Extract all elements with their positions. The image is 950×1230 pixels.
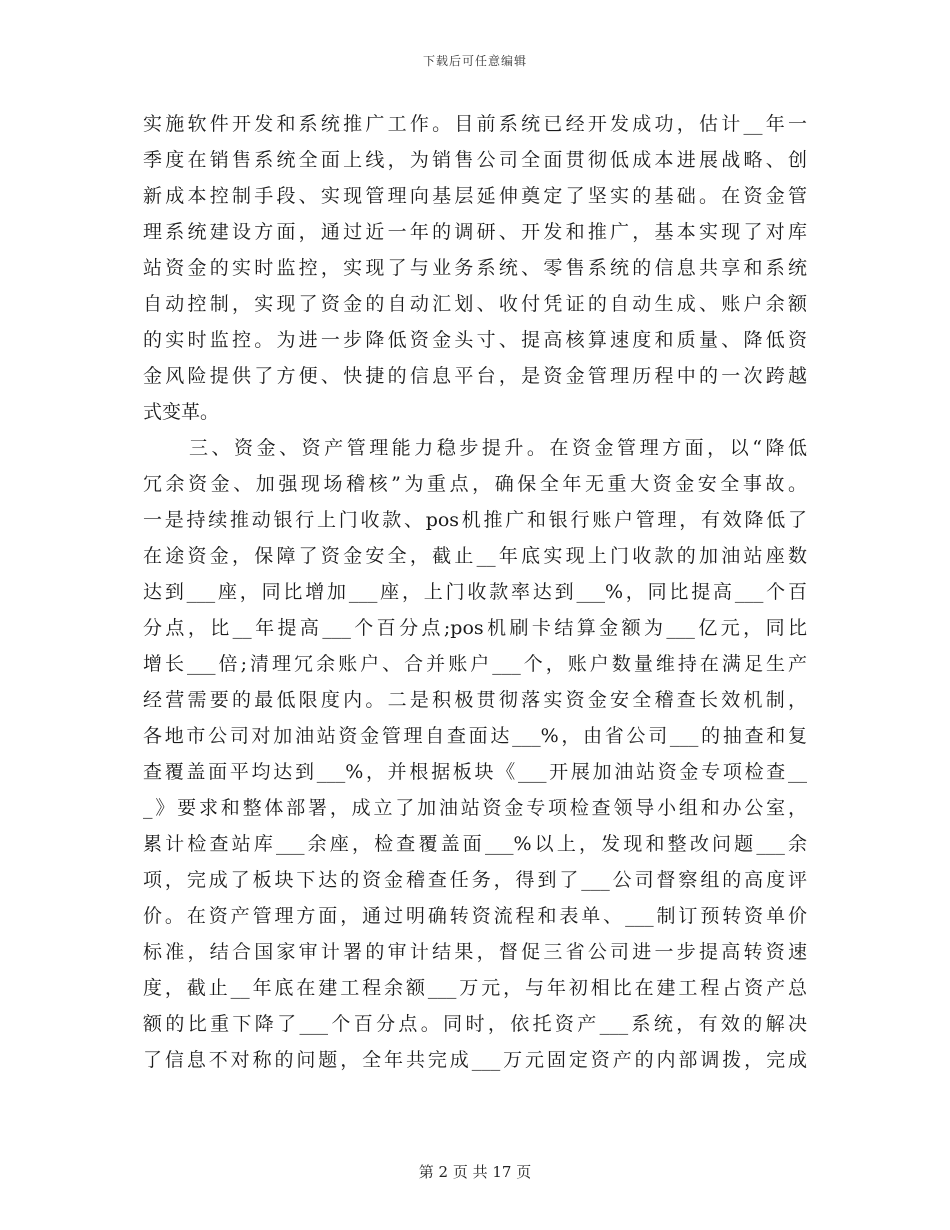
text-line: 标准，结合国家审计署的审计结果，督促三省公司进一步提高转资速 (143, 941, 807, 963)
text-line: 了信息不对称的问题，全年共完成___万元固定资产的内部调拨，完成 (143, 1049, 807, 1071)
text-line: 式变革。 (143, 401, 220, 423)
text-line: 在途资金，保障了资金安全，截止__年底实现上门收款的加油站座数 (143, 545, 807, 567)
header-note: 下载后可任意编辑 (422, 54, 527, 68)
text-line: 各地市公司对加油站资金管理自查面达___%，由省公司___的抽查和复 (143, 725, 807, 747)
text-line: 查覆盖面平均达到___%，并根据板块《___开展加油站资金专项检查__ (143, 761, 807, 783)
text-line: 自动控制，实现了资金的自动汇划、收付凭证的自动生成、账户余额 (143, 293, 807, 315)
text-line: 分点，比__年提高___个百分点;pos机刷卡结算金额为___亿元，同比 (143, 617, 807, 639)
text-line: 金风险提供了方便、快捷的信息平台，是资金管理历程中的一次跨越 (143, 365, 807, 387)
text-line: 增长___倍;清理冗余账户、合并账户___个，账户数量维持在满足生产 (143, 653, 807, 675)
section-heading-line: 三、资金、资产管理能力稳步提升。在资金管理方面，以“降低 (189, 437, 807, 459)
text-line: 项，完成了板块下达的资金稽查任务，得到了___公司督察组的高度评 (143, 869, 807, 891)
text-line: 度，截止__年底在建工程余额___万元，与年初相比在建工程占资产总 (143, 977, 807, 999)
document-body (143, 106, 807, 1078)
page-number: 第 2 页 共 17 页 (418, 1163, 532, 1181)
text-line: 的实时监控。为进一步降低资金头寸、提高核算速度和质量、降低资 (143, 329, 807, 351)
text-line: 额的比重下降了___个百分点。同时，依托资产___系统，有效的解决 (143, 1013, 807, 1035)
text-line: 站资金的实时监控，实现了与业务系统、零售系统的信息共享和系统 (143, 257, 807, 279)
text-line: 季度在销售系统全面上线，为销售公司全面贯彻低成本进展战略、创 (143, 149, 807, 171)
text-line: 累计检查站库___余座，检查覆盖面___%以上，发现和整改问题___余 (143, 833, 807, 855)
text-line: _》要求和整体部署，成立了加油站资金专项检查领导小组和办公室， (143, 797, 807, 819)
text-line: 实施软件开发和系统推广工作。目前系统已经开发成功，估计__年一 (143, 113, 807, 135)
text-line: 价。在资产管理方面，通过明确转资流程和表单、___制订预转资单价 (143, 905, 807, 927)
text-line: 经营需要的最低限度内。二是积极贯彻落实资金安全稽查长效机制， (143, 689, 807, 711)
text-line: 新成本控制手段、实现管理向基层延伸奠定了坚实的基础。在资金管 (143, 185, 807, 207)
text-line: 达到___座，同比增加___座，上门收款率达到___%，同比提高___个百 (143, 581, 807, 603)
text-line: 冗余资金、加强现场稽核”为重点，确保全年无重大资金安全事故。 (143, 473, 807, 495)
text-line: 理系统建设方面，通过近一年的调研、开发和推广，基本实现了对库 (143, 221, 807, 243)
text-line: 一是持续推动银行上门收款、pos机推广和银行账户管理，有效降低了 (143, 509, 807, 531)
